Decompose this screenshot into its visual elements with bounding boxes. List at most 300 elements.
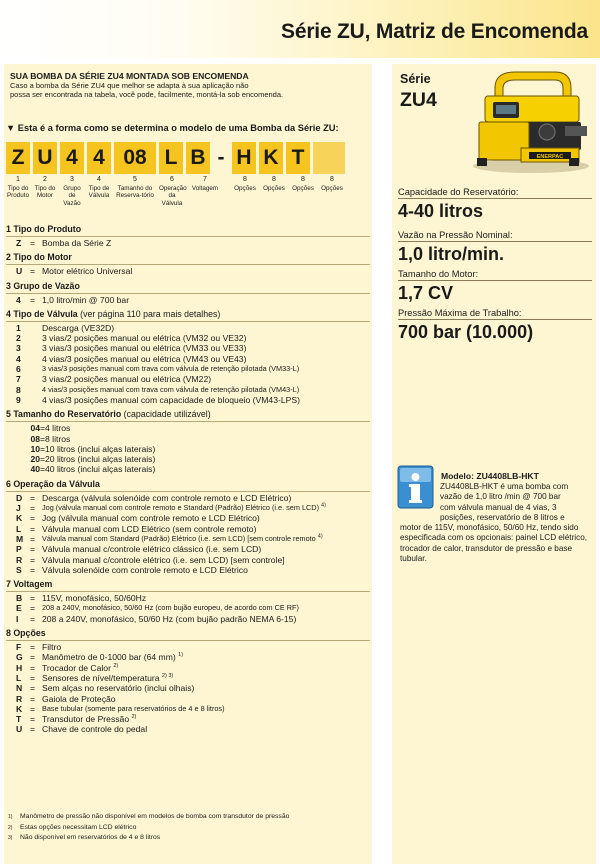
code-position-label: Tamanho do Reserva-tório [116,184,154,199]
code-position-number: 2 [43,176,47,183]
option-description [42,354,370,364]
option-text: 3 vias/3 posições manual ou elétrica (VM33 ou VE33) [42,343,247,354]
option-equals: = [30,714,36,725]
pump-brand-label: ENERPAC [536,154,564,160]
code-option-row [6,652,370,662]
code-position-label: Voltagem [191,184,219,192]
option-text: Jog (válvula manual com controle remoto e Standard (Padrão) Elétrico (i.e. sem LCD) [42,503,319,513]
section-title-text: 7 Voltagem [6,579,53,590]
code-sections [6,220,370,735]
code-position [87,176,111,200]
option-description [42,565,370,575]
pump-photo [465,66,593,176]
code-position-label: Opções [321,184,343,192]
option-description [42,683,370,693]
option-description [45,423,370,433]
footnote-marker: 3) [8,835,13,841]
option-description [42,724,370,734]
option-code: 3 [16,343,21,354]
option-equals: = [30,513,36,524]
spec-label: Capacidade do Reservatório: [398,187,592,199]
code-option-row [6,603,370,613]
option-text: 10 litros (inclui alças laterais) [45,443,156,454]
section-title-text: 4 Tipo de Válvula [6,308,78,319]
option-equals: = [40,464,46,475]
code-box: 08 [114,142,156,174]
code-box: B [186,142,210,174]
option-equals: = [30,503,36,514]
footnote-ref: 2) [113,662,119,669]
spec-reservoir [398,187,592,222]
specs-panel [392,64,596,864]
code-option-row [6,395,370,405]
option-equals: = [40,433,46,444]
option-text: 4 litros [45,423,71,434]
option-text: Válvula solenóide com controle remoto e LCD Elétrico [42,564,248,575]
code-position [190,176,220,192]
option-code: 1 [16,322,21,333]
option-text: Sem alças no reservatório (inclui olhais) [42,683,195,694]
code-option-row [6,374,370,384]
option-text: 20 litros (inclui alças laterais) [45,454,156,465]
section-rule [6,236,370,237]
option-code: R [16,554,23,565]
option-equals: = [30,238,36,248]
code-option-row [6,663,370,673]
spec-value: 1,7 CV [398,283,454,303]
code-option-row [6,534,370,544]
code-position [33,176,57,200]
option-text: Válvula manual c/controle elétrico (i.e. sem LCD) [sem controle] [42,554,285,565]
option-text: Válvula manual com Standard (Padrão) Elétrico (i.e. sem LCD) [sem controle remoto [42,533,316,543]
option-text: Descarga (VE32D) [42,322,115,333]
option-code: M [16,533,24,544]
code-option-row [6,714,370,724]
code-option-row [6,266,370,276]
spec-label: Pressão Máxima de Trabalho: [398,308,592,320]
code-separator: - [217,146,225,169]
code-option-row [6,513,370,523]
option-description [42,343,370,353]
footnote [8,812,368,823]
option-equals: = [30,693,36,704]
option-description [42,614,370,624]
option-code: 08 [30,433,40,444]
option-equals [30,354,42,364]
section-title [6,309,370,320]
code-position-number: 8 [301,176,305,183]
code-option-row [6,503,370,513]
option-equals: = [40,443,46,454]
option-text: Sensores de nível/temperatura [42,672,160,683]
option-code: 4 [16,353,21,364]
code-option-row [6,493,370,503]
option-equals: = [30,294,36,305]
section-title [6,628,370,639]
option-equals: = [30,662,36,673]
option-code: 9 [16,394,21,405]
option-description [42,544,370,554]
code-box: H [232,142,256,174]
model-line: vazão de 1,0 litro /min @ 700 bar [440,492,561,502]
option-equals: = [30,703,36,714]
code-option-row [6,434,370,444]
option-equals: = [30,593,36,604]
option-text: Válvula manual com LCD Elétrico (sem controle remoto) [42,523,257,534]
option-description [42,593,370,603]
section-title-text: 3 Grupo de Vazão [6,280,80,291]
code-option-row [6,385,370,395]
section-title-text: 6 Operação da Válvula [6,478,100,489]
option-text: 40 litros (inclui alças laterais) [45,464,156,475]
option-text: Trocador de Calor [42,662,111,673]
option-text: 4 vias/3 posições manual ou elétrica (VM43 ou VE43) [42,353,247,364]
option-equals: = [30,652,36,663]
footnote-text: Manômetro de pressão não disponível em modelos de bomba com transdutor de pressão [20,813,290,820]
option-description [42,652,370,662]
option-text: Bomba da Série Z [42,238,112,248]
option-code: 4 [16,294,21,305]
option-code: K [16,703,23,714]
option-equals: = [30,613,36,624]
code-option-row [6,724,370,734]
section-title-text: 5 Tamanho do Reservatório [6,409,122,420]
code-position-label: Tipo do Produto [6,184,30,199]
code-option-row [6,555,370,565]
code-position-number: 1 [16,176,20,183]
option-equals [30,374,42,384]
code-option-row [6,593,370,603]
option-text: 8 litros [45,433,71,444]
code-box: 4 [60,142,84,174]
section-title [6,479,370,490]
code-option-row [6,683,370,693]
option-text: Motor elétrico Universal [42,266,133,277]
code-position-number: 8 [243,176,247,183]
code-position-number: 3 [70,176,74,183]
option-description [45,444,370,454]
code-option-row [6,423,370,433]
option-text: Jog (válvula manual com controle remoto e LCD Elétrico) [42,513,260,524]
code-box [313,142,345,174]
option-text: Filtro [42,642,62,653]
option-description [42,266,370,276]
section-rule [6,321,370,322]
code-option-row [6,694,370,704]
code-option-row [6,295,370,305]
option-text: 208 a 240V, monofásico, 50/60 Hz (com bujão europeu, de acordo com CE RF) [42,603,299,613]
section-subtitle: (capacidade utilizável) [121,409,211,420]
code-position-label: Tipo do Motor [34,184,56,199]
section-title-text: 1 Tipo do Produto [6,224,82,234]
option-code: G [16,652,23,663]
option-code: 40 [30,464,40,475]
spec-value: 1,0 litro/min. [398,244,505,264]
footnote [8,833,368,844]
code-option-row [6,565,370,575]
code-option-row [6,454,370,464]
code-position [259,176,289,192]
option-text: Base tubular (somente para reservatórios de 4 e 8 litros) [42,703,225,713]
option-equals [30,364,42,374]
intro-title: SUA BOMBA DA SÉRIE ZU4 MONTADA SOB ENCOMENDA [10,71,249,81]
option-code: R [16,693,23,704]
option-description [42,694,370,704]
section-title [6,409,370,420]
footnote-ref: 1) [178,652,184,659]
section-rule [6,640,370,641]
code-option-row [6,704,370,714]
code-option-row [6,323,370,333]
option-code: L [16,523,22,534]
serie-name: ZU4 [400,89,437,111]
code-option-row [6,464,370,474]
option-description [42,364,370,374]
footnote-marker: 1) [8,814,13,820]
model-line: com válvula manual de 4 vias, 3 [440,502,557,512]
option-description [42,493,370,503]
option-text: 3 vias/2 posições manual ou elétrica (VM32 ou VE32) [42,333,247,344]
option-code: N [16,683,23,694]
code-position-label: Tipo de Válvula [88,184,110,199]
option-description [42,323,370,333]
option-code: 04 [30,423,40,434]
section-rule [6,421,370,422]
option-description [42,663,370,673]
spec-flow [398,230,592,265]
intro-text [10,81,360,99]
section-rule [6,591,370,592]
option-description [42,513,370,523]
code-position-number: 8 [330,176,334,183]
code-position [232,176,258,192]
option-code: 7 [16,374,21,385]
code-option-row [6,642,370,652]
code-position-number: 8 [272,176,276,183]
spec-value: 4-40 litros [398,201,484,221]
model-line: posições, reservatório de 8 litros e [440,512,565,522]
option-equals: = [30,492,36,503]
model-description [400,482,592,564]
spec-value: 700 bar (10.000) [398,322,534,342]
footnote-text: Não disponível em reservatórios de 4 e 8 litros [20,834,161,841]
option-equals [30,385,42,395]
option-code: 20 [30,454,40,465]
option-code: F [16,642,22,653]
section-rule [6,264,370,265]
option-equals: = [30,533,36,544]
code-option-row [6,343,370,353]
spec-label: Vazão na Pressão Nominal: [398,230,592,242]
code-position [317,176,347,192]
option-text: Válvula manual c/controle elétrico clássico (i.e. sem LCD) [42,544,262,555]
option-code: D [16,492,23,503]
code-position-label: Opções [292,184,314,192]
option-code: 8 [16,384,21,395]
footnote-ref: 4) [321,502,326,509]
option-equals: = [30,672,36,683]
code-box: U [33,142,57,174]
code-position [60,176,84,207]
model-line: ZU4408LB-HKT é uma bomba com [440,482,569,491]
footnote-text: Estas opções necessitam LCD elétrico [20,823,137,831]
option-code: U [16,266,23,277]
option-equals: = [30,523,36,534]
option-code: K [16,513,23,524]
footnote-marker: 2) [8,824,13,831]
code-option-row [6,524,370,534]
code-position [114,176,156,200]
option-description [45,464,370,474]
form-line: ▼ Esta é a forma como se determina o modelo de uma Bomba da Série ZU: [6,123,339,133]
section-rule [6,491,370,492]
option-equals: = [30,544,36,555]
option-equals: = [30,266,36,277]
code-position-number: 4 [97,176,101,183]
spec-motor [398,269,592,304]
footnote [8,823,368,834]
option-text: Descarga (válvula solenóide com controle remoto e LCD Elétrico) [42,492,292,503]
code-position [288,176,318,192]
code-option-row [6,673,370,683]
code-position-number: 5 [133,176,137,183]
code-position-label: Grupo de Vazão [63,184,81,207]
option-code: S [16,564,22,575]
code-position [6,176,30,200]
section-title-text: 2 Tipo do Motor [6,252,72,263]
model-title: Modelo: ZU4408LB-HKT [441,471,539,481]
footnote-ref: 2) [131,714,137,721]
option-description [42,555,370,565]
code-position-label: Operação da Válvula [159,184,187,207]
code-box: T [286,142,310,174]
option-equals: = [30,683,36,694]
option-text: Gaiola de Proteção [42,693,116,704]
option-text: Transdutor de Pressão [42,714,130,725]
code-option-row [6,544,370,554]
option-code: B [16,593,23,604]
footnotes [8,812,368,844]
option-description [42,603,370,613]
section-subtitle: (ver página 110 para mais detalhes) [77,308,221,319]
option-equals: = [30,642,36,653]
option-description [42,385,370,395]
code-option-row [6,238,370,248]
option-description [42,374,370,384]
option-description [42,503,370,513]
spec-pressure [398,308,592,343]
option-text: 4 vias/3 posições manual com capacidade de bloqueio (VM43-LPS) [42,394,300,405]
code-option-row [6,364,370,374]
option-code: H [16,662,23,673]
option-equals: = [30,724,36,735]
option-text: 1,0 litro/min @ 700 bar [42,294,130,305]
option-code: L [16,672,22,683]
section-title [6,252,370,263]
option-code: U [16,724,23,735]
option-code: Z [16,238,22,248]
section-title-text: 8 Opções [6,628,46,639]
option-text: Manômetro de 0-1000 bar (64 mm) [42,652,176,663]
page-header [0,0,600,58]
footnote-ref: 4) [317,533,323,540]
option-text: 3 vias/2 posições manual ou elétrica (VM22) [42,374,212,385]
model-line: motor de 115V, monofásico, 50/60 Hz, tendo sido especificada com os opcionais: painel LCD elétrico, trocador de calor, transdutor de pressão e base tubular. [400,523,588,564]
option-code: 2 [16,333,21,344]
option-equals: = [30,554,36,565]
option-code: T [16,714,22,725]
code-box: L [159,142,183,174]
option-description [42,395,370,405]
section-title [6,281,370,292]
code-box: Z [6,142,30,174]
intro-line: possa ser encontrada na tabela, você pode, facilmente, montá-la sob encomenda. [10,90,284,99]
option-text: 4 vias/3 posições manual com trava com válvula de retenção pilotada (VM43-L) [42,384,300,394]
option-description [42,238,370,248]
code-box: 4 [87,142,111,174]
option-equals [30,333,42,343]
option-text: 208 a 240V, monofásico, 50/60 Hz (com bujão padrão NEMA 6-15) [42,613,297,624]
option-description [42,295,370,305]
option-description [42,704,370,714]
option-text: Chave de controle do pedal [42,724,148,735]
page-title: Série ZU, Matriz de Encomenda [281,20,588,43]
code-position-label: Opções [263,184,285,192]
code-option-row [6,333,370,343]
option-code: I [16,613,19,624]
option-equals [30,323,42,333]
code-position-legend [6,176,370,220]
section-title [6,224,370,235]
option-equals: = [30,564,36,575]
code-position-number: 7 [203,176,207,183]
option-code: J [16,503,21,514]
option-description [45,454,370,464]
serie-label: Série [400,72,431,86]
option-code: P [16,544,22,555]
footnote-ref: 2) 3) [161,673,174,680]
option-equals: = [30,603,36,614]
code-option-row [6,354,370,364]
option-text: 115V, monofásico, 50/60Hz [42,593,147,604]
option-code: E [16,603,22,614]
option-description [42,642,370,652]
code-box: K [259,142,283,174]
option-description [42,524,370,534]
code-option-row [6,444,370,454]
section-title [6,579,370,590]
spec-label: Tamanho do Motor: [398,269,592,281]
option-equals: = [40,423,46,434]
option-description [45,434,370,444]
option-equals: = [40,454,46,465]
option-description [42,673,370,683]
option-code: 10 [30,443,40,454]
option-description [42,534,370,544]
option-text: 3 vias/3 posições manual com trava com válvula de retenção pilotada (VM33-L) [42,364,300,374]
code-option-row [6,614,370,624]
option-code: 6 [16,364,21,375]
code-position-label: Opções [234,184,256,192]
option-description [42,333,370,343]
code-position [159,176,185,207]
section-rule [6,293,370,294]
code-position-number: 6 [170,176,174,183]
option-equals [30,343,42,353]
intro-line: Caso a bomba da Série ZU4 que melhor se adapta à sua aplicação não [10,81,249,90]
option-equals [30,395,42,405]
option-description [42,714,370,724]
